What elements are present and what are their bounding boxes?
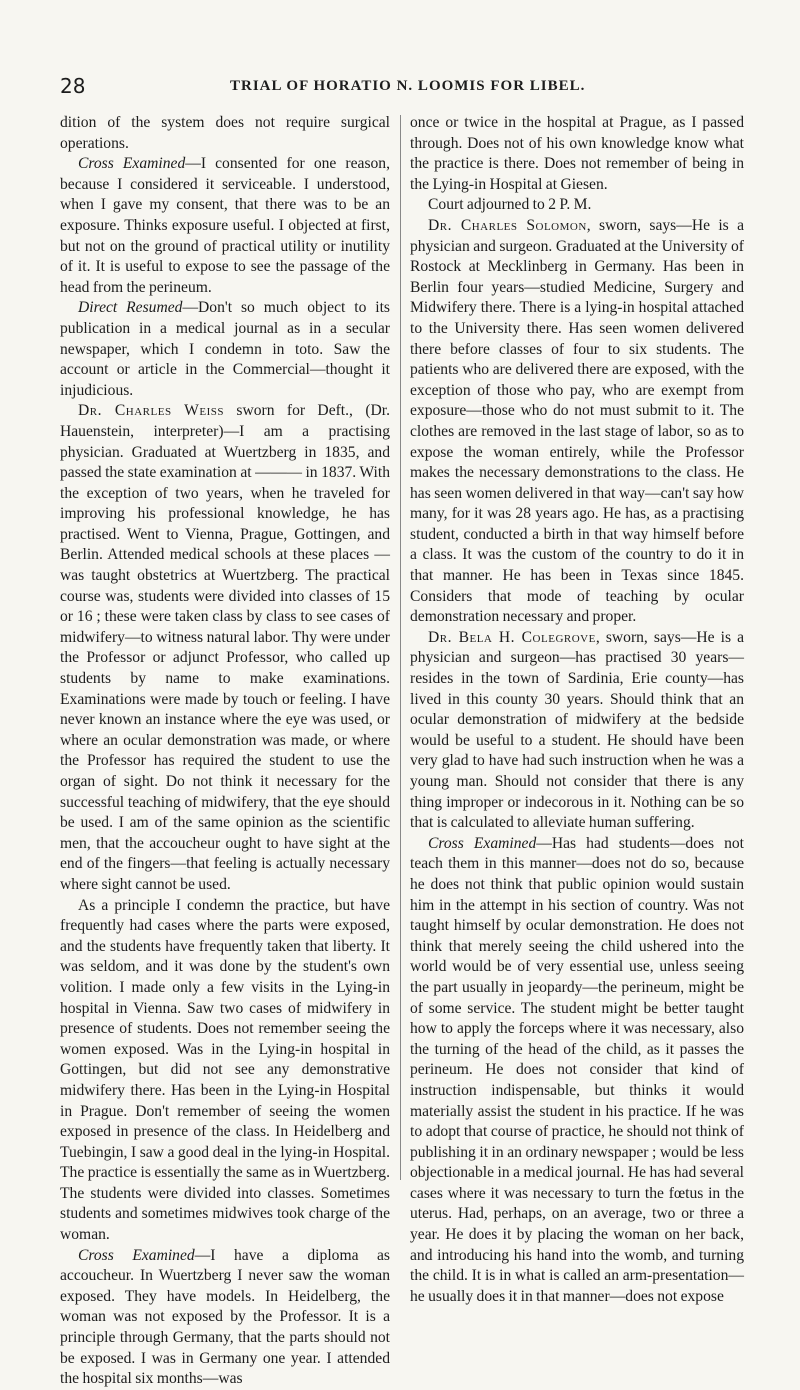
paragraph: Cross Examined—Has had students—does not teach them in this manner—does not do so, because he does not think that public opinion would sustain him in the attempt in his section of country. Was not taught himself by ocular demonstration. He does not think that merely seeing the child ushered into the world would be of very essential use, unless seeing the part usually in jeopardy—the perineum, might be of some service. The student might be better taught how to apply the forceps where it was necessary, also the turning of the head of the child, as it passes the perineum. He does not consider that kind of instruction indispensable, but thinks it would materially assist the student in his practice. If he was to adopt that course of practice, he should not think of publishing it in an ordinary newspaper ; would be less objectionable in a medical journal. He has had several cases where it was necessary to turn the fœtus in the uterus. Had, perhaps, on an average, two or three a year. He does it by placing the woman on her back, and introducing his hand into the womb, and turning the child. It is in what is called an arm-presentation—he usually does it in that manner—does not expose — [410, 834, 745, 1305]
witness-name: Dr. Charles Weiss — [78, 402, 224, 420]
section-label: Cross Examined — [78, 1246, 195, 1264]
running-title: TRIAL OF HORATIO N. LOOMIS FOR LIBEL. — [230, 78, 586, 94]
section-label: Cross Examined — [78, 155, 186, 173]
paragraph: Dr. Bela H. Colegrove, sworn, says—He is a physician and surgeon—has practised 30 years—resides in the town of Sardinia, Erie county—has lived in this county 30 years. Should think that an ocular demonstration of midwifery at the bedside would be useful to a student. He should have been very glad to have had such instruction when he was a young man. Should not consider that there is any thing improper or indecorous in it. Nothing can be so that is calculated to alleviate human suffering. — [410, 628, 745, 832]
right-column — [410, 113, 744, 1307]
witness-name: Dr. Bela H. Colegrove — [428, 628, 596, 646]
paragraph: once or twice in the hospital at Prague, as I passed through. Does not of his own knowledge know what the practice is there. Does not remember of being in the Lying-in Hospital at Giesen. — [410, 114, 744, 193]
page-header — [60, 74, 744, 104]
paragraph: Direct Resumed—Don't so much object to its publication in a medical journal as in a secular newspaper, which I condemn in toto. Saw the account or article in the Commercial—thought it injudicious. — [60, 299, 390, 399]
column-divider — [400, 115, 401, 1180]
paragraph: Cross Examined—I consented for one reason, because I considered it serviceable. I understood, when I gave my consent, that there was to be an exposure. Thinks exposure useful. I objected at first, but not on the ground of practical utility or inutility of it. It is useful to expose to see the passage of the head from the perineum. — [60, 155, 391, 296]
paragraph: dition of the system does not require surgical operations. — [60, 114, 390, 152]
witness-name: Dr. Charles Solomon — [428, 216, 587, 234]
paragraph: As a principle I condemn the practice, but have frequently had cases where the parts were exposed, and the students have frequently taken that liberty. It was seldom, and it was done by the student's own volition. I made only a few visits in the Lying-in hospital in Vienna. Saw two cases of midwifery in presence of students. Does not remember seeing the women exposed. Was in the Lying-in hospital in Gottingen, but did not see any demonstrative midwifery there. Has been in the Lying-in Hospital in Prague. Don't remember of seeing the women exposed in presence of the class. In Heidelberg and Tuebingin, I saw a good deal in the lying-in Hospital. The practice is essentially the same as in Wuertzberg. The students were divided into classes. Sometimes students and sometimes midwives took charge of the woman. — [60, 896, 390, 1244]
paragraph: Dr. Charles Solomon, sworn, says—He is a physician and surgeon. Graduated at the University of Rostock at Mecklinberg in Germany. Has been in Berlin four years—studied Medicine, Surgery and Midwifery there. There is a lying-in hospital attached to the University there. Has seen women delivered there before classes of four to six students. The patients who are delivered there are exposed, with the exception of those who pay, who are exempt from exposure—those who do not must submit to it. The clothes are removed in the last stage of labor, so as to expose the woman entirely, while the Professor makes the necessary demonstrations to the class. He has seen women delivered in that way—can't say how many, for it was 28 years ago. He has, as a practising student, conducted a birth in that way himself before a class. It was the custom of the country to do it in that manner. He has been in Texas since 1845. Considers that mode of teaching by ocular demonstration necessary and proper. — [410, 216, 744, 626]
page-number: 28 — [60, 74, 86, 98]
paragraph: Dr. Charles Weiss sworn for Deft., (Dr. Hauenstein, interpreter)—I am a practising physician. Graduated at Wuertzberg in 1835, and passed the state examination at ——— in 1837. With the exception of two years, when he traveled for improving his professional knowledge, he has practised. Went to Vienna, Prague, Gottingen, and Berlin. Attended medical schools at these places —was taught obstetrics at Wuertzberg. The practical course was, students were divided into classes of 15 or 16 ; these were taken class by class to see cases of midwifery—to witness natural labor. Thy were under the Professor or adjunct Professor, who called up students by name to make examinations. Examinations were made by touch or feeling. I have never known an instance where the eye was used, or where an ocular demonstration was made, or where the Professor has required the student to use the organ of sight. Do not think it necessary for the successful teaching of midwifery, that the eye should be used. I am of the same opinion as the scientific men, that the accoucheur ought to have sight at the end of the fingers—that feeling is actually necessary where sight cannot be used. — [60, 402, 390, 893]
section-label: Cross Examined — [428, 834, 537, 852]
left-column — [60, 113, 390, 1390]
paragraph: Court adjourned to 2 P. M. — [428, 196, 592, 214]
section-label: Direct Resumed — [78, 299, 183, 317]
paragraph: Cross Examined—I have a diploma as accoucheur. In Wuertzberg I never saw the woman exposed. They have models. In Heidelberg, the woman was not exposed by the Professor. It is a principle through Germany, that the parts should not be exposed. I was in Germany one year. I attended the hospital six months—was — [60, 1246, 390, 1388]
